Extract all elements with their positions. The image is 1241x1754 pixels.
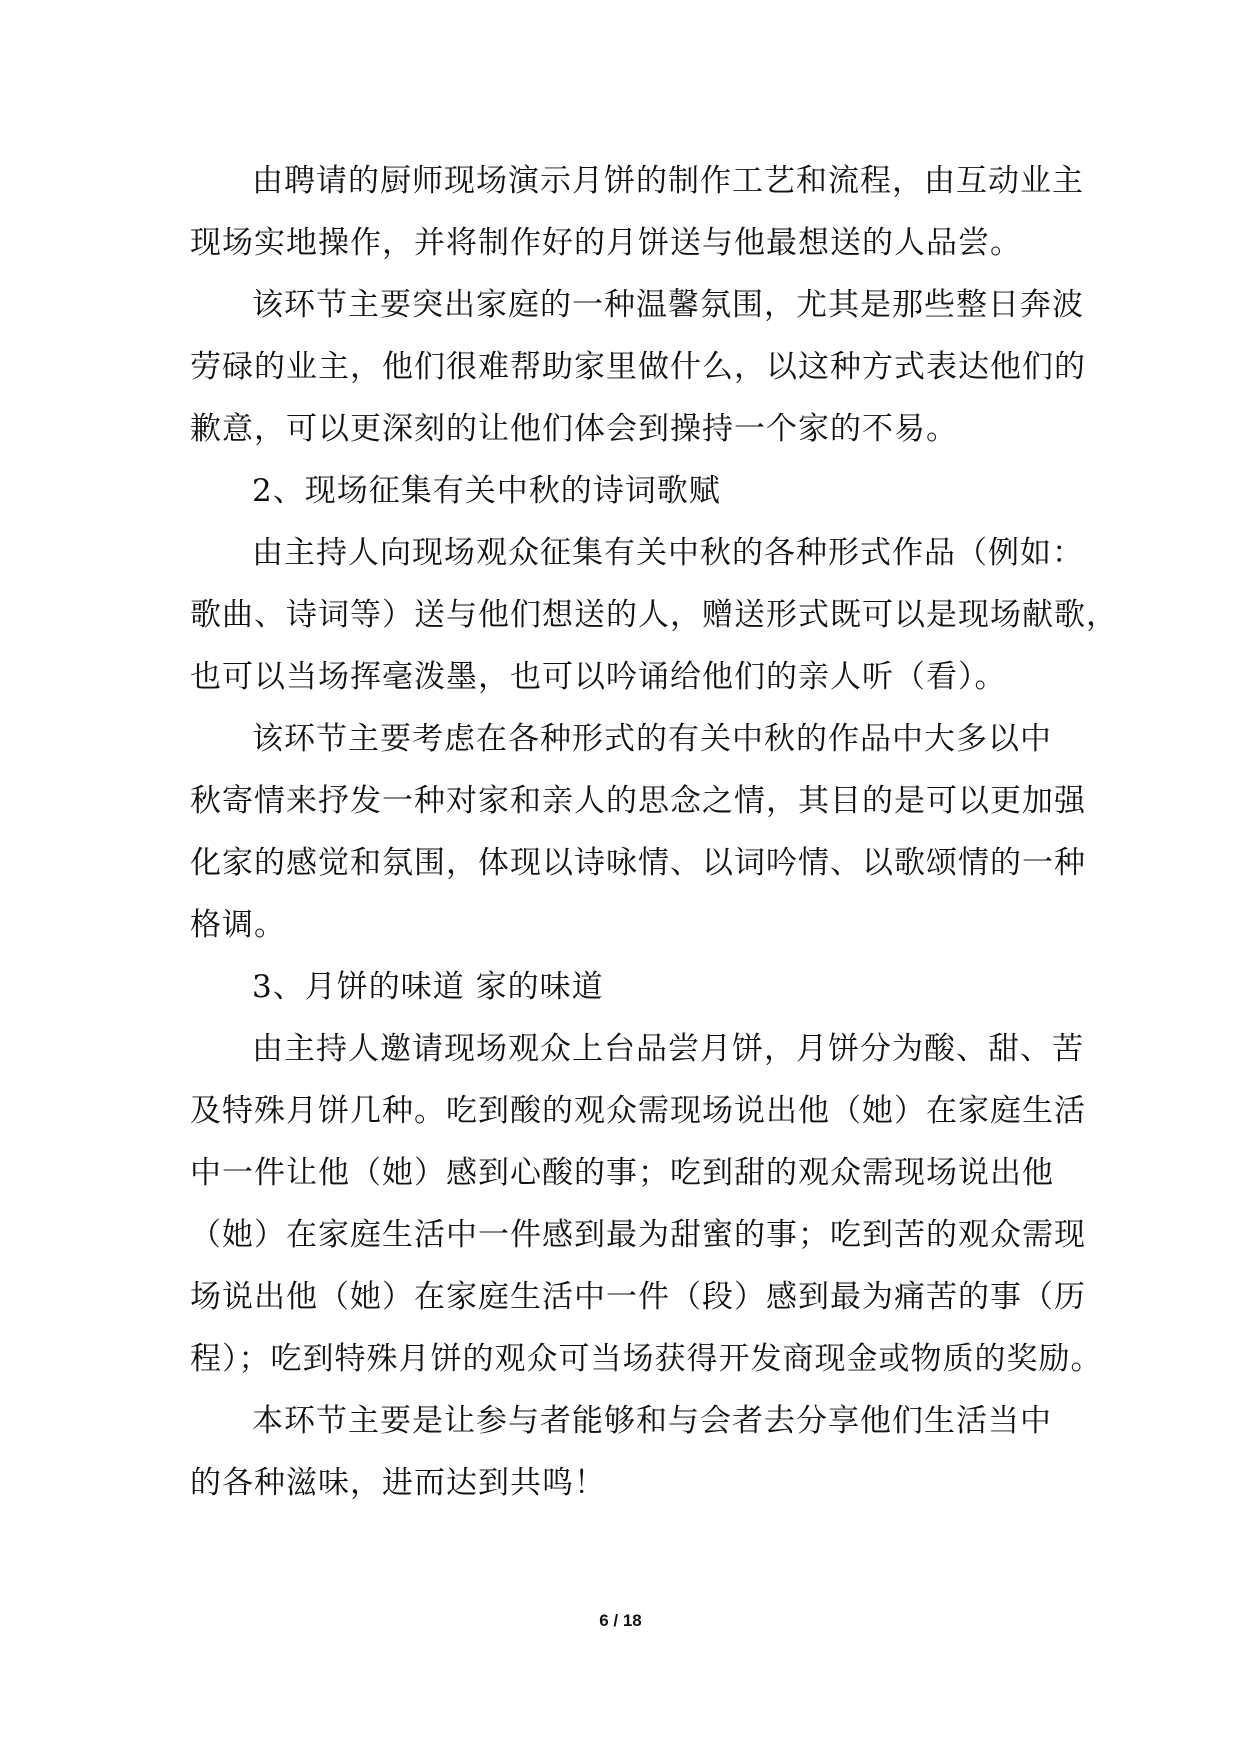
paragraph-6 [190, 1390, 1050, 1514]
paragraph-line: 中一件让他（她）感到心酸的事；吃到甜的观众需现场说出他 [190, 1155, 1054, 1191]
section-heading-3 [190, 956, 1050, 1018]
paragraph-line: 也可以当场挥毫泼墨，也可以吟诵给他们的亲人听（看）。 [190, 659, 1007, 695]
document-body [190, 150, 1118, 1514]
paragraph-2 [190, 274, 1086, 460]
paragraph-line: 格调。 [190, 907, 286, 943]
paragraph-line: 本环节主要是让参与者能够和与会者去分享他们生活当中 [252, 1403, 1052, 1439]
paragraph-line: 现场实地操作，并将制作好的月饼送与他最想送的人品尝。 [190, 225, 1022, 261]
paragraph-line: 劳碌的业主，他们很难帮助家里做什么，以这种方式表达他们的 [190, 349, 1086, 385]
paragraph-4 [190, 708, 1086, 956]
paragraph-line: 化家的感觉和氛围，体现以诗咏情、以词吟情、以歌颂情的一种 [190, 845, 1086, 881]
section-heading-2 [190, 460, 1050, 522]
paragraph-5 [190, 1018, 1103, 1390]
paragraph-line: 由聘请的厨师现场演示月饼的制作工艺和流程，由互动业主 [252, 163, 1084, 199]
paragraph-line: 场说出他（她）在家庭生活中一件（段）感到最为痛苦的事（历 [190, 1279, 1086, 1315]
paragraph-line: 秋寄情来抒发一种对家和亲人的思念之情，其目的是可以更加强 [190, 783, 1086, 819]
paragraph-line: 歉意，可以更深刻的让他们体会到操持一个家的不易。 [190, 411, 958, 447]
paragraph-3 [190, 522, 1118, 708]
paragraph-line: 该环节主要突出家庭的一种温馨氛围，尤其是那些整日奔波 [252, 287, 1084, 323]
section-heading: 3、月饼的味道 家的味道 [252, 969, 604, 1005]
paragraph-line: 该环节主要考虑在各种形式的有关中秋的作品中大多以中 [252, 721, 1052, 757]
paragraph-line: 及特殊月饼几种。吃到酸的观众需现场说出他（她）在家庭生活 [190, 1093, 1086, 1129]
page-number: 6 / 18 [599, 1611, 642, 1630]
paragraph-line: 由主持人邀请现场观众上台品尝月饼，月饼分为酸、甜、苦 [252, 1031, 1084, 1067]
section-heading: 2、现场征集有关中秋的诗词歌赋 [252, 473, 721, 509]
paragraph-line: （她）在家庭生活中一件感到最为甜蜜的事；吃到苦的观众需现 [190, 1217, 1086, 1253]
paragraph-line: 由主持人向现场观众征集有关中秋的各种形式作品（例如： [252, 535, 1084, 571]
paragraph-1 [190, 150, 1084, 274]
paragraph-line: 的各种滋味，进而达到共鸣！ [190, 1465, 606, 1501]
paragraph-line: 程）；吃到特殊月饼的观众可当场获得开发商现金或物质的奖励。 [190, 1341, 1103, 1377]
paragraph-line: 歌曲、诗词等）送与他们想送的人，赠送形式既可以是现场献歌， [190, 597, 1118, 633]
